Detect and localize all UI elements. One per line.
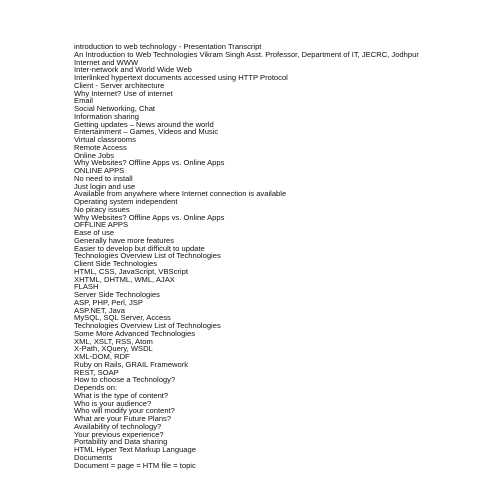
text-line: MySQL, SQL Server, Access xyxy=(74,313,171,323)
text-line: Some More Advanced Technologies xyxy=(74,328,196,338)
text-line: What is the type of content? xyxy=(74,390,169,400)
text-line: Email xyxy=(74,96,93,106)
text-line: HTML Hyper Text Markup Language xyxy=(74,445,196,454)
text-line: Inter-network and World Wide Web xyxy=(74,65,192,75)
text-line: Entertainment – Games, Videos and Music xyxy=(74,127,219,137)
document-subtitle: An Introduction to Web Technologies Vikram Singh Asst. Professor, Department of IT, JECRC, Jodhpur xyxy=(74,49,419,59)
text-line: Interlinked hypertext documents accessed using HTTP Protocol xyxy=(74,73,288,82)
text-line: Portability and Data sharing xyxy=(74,437,168,447)
text-line: Server Side Technologies xyxy=(74,290,160,299)
text-line: Operating system independent xyxy=(74,197,178,206)
text-line: Document = page = HTM file = topic xyxy=(74,460,196,470)
text-line: Easier to develop but difficult to update xyxy=(74,243,205,253)
text-line: HTML, CSS, JavaScript, VBScript xyxy=(74,266,188,276)
text-line: FLASH xyxy=(74,282,99,292)
text-line: ASP.NET, Java xyxy=(74,305,125,315)
text-line: OFFLINE APPS xyxy=(74,220,129,230)
text-line: Internet and WWW xyxy=(74,57,139,67)
text-line: Online Jobs xyxy=(74,150,115,160)
text-line: What are your Future Plans? xyxy=(74,414,172,423)
text-line: Technologies Overview List of Technologies xyxy=(74,321,221,330)
text-line: Information sharing xyxy=(74,111,140,121)
document-title: introduction to web technology - Presentation Transcript xyxy=(74,42,262,51)
text-line: How to choose a Technology? xyxy=(74,375,176,385)
text-line: Ruby on Rails, GRAIL Framework xyxy=(74,359,189,369)
text-line: Getting updates – News around the world xyxy=(74,119,214,129)
text-line: Why Websites? Offline Apps vs. Online Apps xyxy=(74,158,225,168)
text-line: Generally have more features xyxy=(74,235,175,245)
text-line: Ease of use xyxy=(74,228,115,237)
text-line: Virtual classrooms xyxy=(74,135,136,144)
text-line: Just login and use xyxy=(74,181,136,191)
text-line: Why Internet? Use of internet xyxy=(74,88,173,98)
text-line: XHTML, DHTML, WML, AJAX xyxy=(74,274,175,284)
text-line: XML, XSLT, RSS, Atom xyxy=(74,336,153,346)
text-line: Who will modify your content? xyxy=(74,406,175,416)
text-line: Your previous experience? xyxy=(74,429,164,439)
text-line: Depends on: xyxy=(74,383,118,392)
text-line: Who is your audience? xyxy=(74,398,152,408)
text-line: Available from anywhere where Internet connection is available xyxy=(74,189,287,199)
text-line: Remote Access xyxy=(74,142,127,152)
text-line: REST, SOAP xyxy=(74,367,119,377)
text-line: Client Side Technologies xyxy=(74,259,158,268)
text-line: ASP, PHP, Perl, JSP xyxy=(74,297,143,307)
text-line: X-Path, XQuery, WSDL xyxy=(74,344,153,354)
text-line: Why Websites? Offline Apps vs. Online Apps xyxy=(74,212,225,222)
text-line: Social Networking, Chat xyxy=(74,104,156,113)
text-line: XML-DOM, RDF xyxy=(74,352,130,361)
text-line: Availability of technology? xyxy=(74,421,162,431)
text-line: No need to install xyxy=(74,173,133,183)
text-line: Client - Server architecture xyxy=(74,80,165,90)
text-line: No piracy issues xyxy=(74,204,130,214)
document-body xyxy=(74,43,474,469)
text-line: ONLINE APPS xyxy=(74,166,125,175)
text-line: Technologies Overview List of Technologies xyxy=(74,251,221,261)
text-line: Documents xyxy=(74,452,113,462)
